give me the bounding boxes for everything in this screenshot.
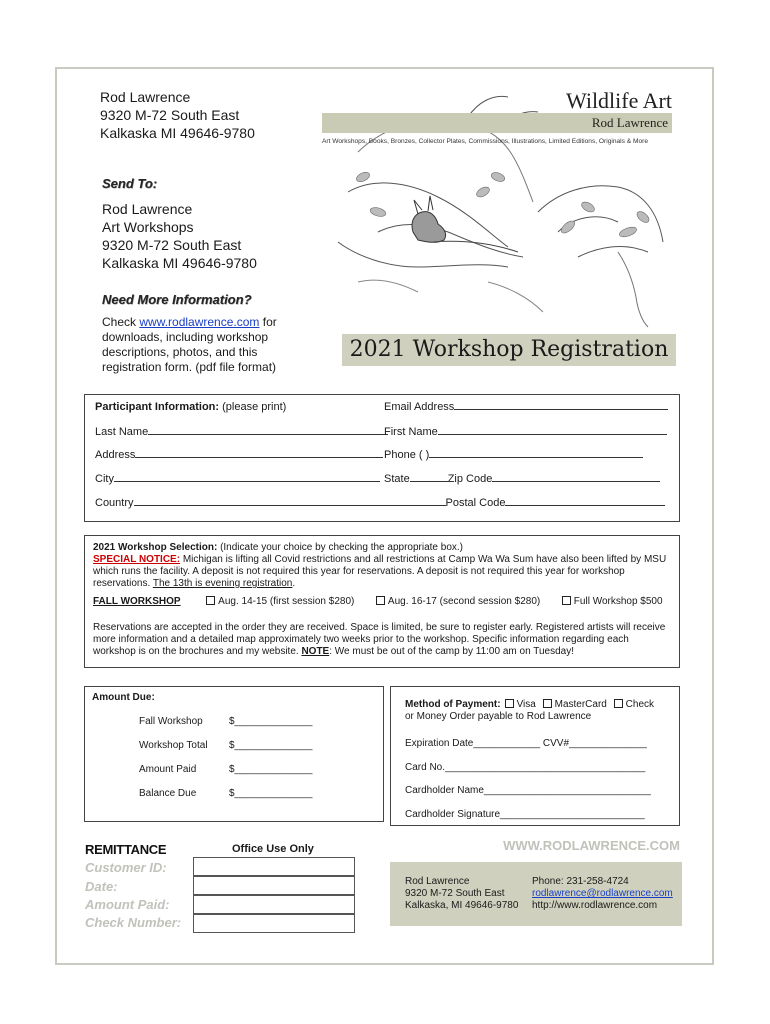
payment-method (405, 699, 677, 723)
info-text (102, 315, 298, 375)
note-text: : We must be out of the camp by 11:00 am on Tuesday! (329, 646, 574, 657)
customer-id-field[interactable] (193, 857, 355, 876)
selection-text (93, 542, 673, 590)
reservations-body: Reservations are accepted in the order they are received. Space is limited, be sure to register early. Registered artists will receive more information and a detailed map approximately two weeks prior to the workshop. Specific information regarding each workshop is on the brochures and my website. (93, 622, 666, 657)
payment-heading: Method of Payment: (405, 699, 501, 710)
check-number-label: Check Number: (85, 915, 182, 930)
first-name-field[interactable] (438, 425, 667, 435)
visa-checkbox[interactable] (505, 699, 514, 708)
special-notice-label: SPECIAL NOTICE: (93, 554, 181, 565)
amount-paid-field[interactable] (193, 895, 355, 914)
send-to-city: Kalkaska MI 49646-9780 (102, 255, 257, 271)
amount-field[interactable]: $______________ (229, 764, 313, 775)
country-field[interactable] (134, 496, 446, 506)
amount-paid-label: Amount Paid: (85, 897, 170, 912)
amount-field[interactable]: $______________ (229, 716, 313, 727)
info-heading: Need More Information? (102, 292, 252, 307)
option1-checkbox[interactable] (206, 596, 215, 605)
amount-label: Fall Workshop (139, 716, 203, 727)
first-name-label: First Name (384, 426, 438, 438)
amount-due-box (84, 686, 384, 822)
footer-url[interactable]: http://www.rodlawrence.com (532, 900, 658, 911)
evening-registration: The 13th is evening registration (152, 578, 293, 589)
send-to-dept: Art Workshops (102, 219, 194, 235)
option2-label: Aug. 16-17 (second session $280) (387, 596, 541, 607)
last-name-field[interactable] (148, 425, 388, 435)
amount-due-heading: Amount Due: (92, 692, 155, 703)
option1-label: Aug. 14-15 (first session $280) (218, 596, 355, 607)
fall-workshop-label: FALL WORKSHOP (93, 596, 181, 607)
address-field[interactable] (135, 448, 383, 458)
check-checkbox[interactable] (614, 699, 623, 708)
participant-heading-rest: (please print) (219, 401, 287, 413)
customer-id-label: Customer ID: (85, 860, 167, 875)
sender-street: 9320 M-72 South East (100, 107, 240, 123)
option3-label: Full Workshop $500 (573, 596, 663, 607)
phone-row (384, 448, 643, 462)
footer-phone: Phone: 231-258-4724 (532, 876, 629, 887)
visa-label: Visa (516, 699, 536, 710)
date-label: Date: (85, 879, 118, 894)
amount-row-paid (139, 764, 312, 776)
send-to-name: Rod Lawrence (102, 201, 193, 217)
phone-field[interactable] (429, 448, 643, 458)
address-label: Address (95, 449, 136, 461)
country-row (95, 496, 665, 510)
footer-address (405, 876, 518, 912)
postal-label: Postal Code (445, 497, 506, 509)
send-to-address (102, 200, 257, 272)
footer-contacts (532, 876, 673, 912)
footer-name: Rod Lawrence (405, 876, 470, 887)
footer-street: 9320 M-72 South East (405, 888, 505, 899)
zip-label: Zip Code (447, 473, 493, 485)
office-use-label: Office Use Only (232, 843, 314, 855)
option2-checkbox[interactable] (376, 596, 385, 605)
participant-heading (95, 400, 286, 414)
logo-tagline: Art Workshops, Books, Bronzes, Collector Plates, Commissions, Illustrations, Limited Editions, Originals & More (322, 138, 649, 145)
logo-title: Wildlife Art (565, 88, 672, 113)
amount-row-fall (139, 716, 312, 728)
email-field[interactable] (454, 400, 668, 410)
selection-heading-bold: 2021 Workshop Selection: (93, 542, 218, 553)
check-number-field[interactable] (193, 914, 355, 933)
mastercard-label: MasterCard (554, 699, 607, 710)
participant-heading-bold: Participant Information: (95, 401, 220, 413)
footer-website: WWW.RODLAWRENCE.COM (503, 838, 680, 853)
note-label: NOTE (301, 646, 330, 657)
sender-city: Kalkaska MI 49646-9780 (100, 125, 255, 141)
postal-field[interactable] (505, 496, 665, 506)
date-field[interactable] (193, 876, 355, 895)
sender-name: Rod Lawrence (100, 89, 191, 105)
cardholder-signature-field[interactable]: Cardholder Signature__________________________ (405, 809, 645, 820)
email-row (384, 400, 664, 414)
registration-banner: 2021 Workshop Registration (342, 334, 676, 366)
email-label: Email Address (384, 401, 455, 413)
last-name-label: Last Name (95, 426, 149, 438)
evening-end: . (292, 578, 296, 589)
phone-label: Phone ( ) (384, 449, 430, 461)
amount-label: Balance Due (139, 788, 197, 799)
logo-subtitle: Rod Lawrence (591, 115, 668, 130)
zip-field[interactable] (492, 472, 660, 482)
amount-field[interactable]: $______________ (229, 740, 313, 751)
state-field[interactable] (410, 472, 448, 482)
special-notice-text: Michigan is lifting all Covid restrictions and all restrictions at Camp Wa Wa Sum have also been lifted by MSU which runs the facility. A deposit is not required this year for reservations. A deposit is not required this year for workshop reservations. (93, 554, 667, 589)
city-field[interactable] (114, 472, 380, 482)
sender-address (100, 88, 255, 142)
city-row (95, 472, 380, 486)
selection-heading-rest: (Indicate your choice by checking the appropriate box.) (217, 542, 463, 553)
amount-row-total (139, 740, 312, 752)
money-order-label: or Money Order payable to Rod Lawrence (405, 711, 592, 722)
amount-row-balance (139, 788, 312, 800)
footer-city: Kalkaska, MI 49646-9780 (405, 900, 519, 911)
option3-checkbox[interactable] (562, 596, 571, 605)
amount-field[interactable]: $______________ (229, 788, 313, 799)
website-link[interactable]: www.rodlawrence.com (139, 315, 260, 329)
last-name-row (95, 425, 388, 439)
amount-label: Workshop Total (139, 740, 208, 751)
send-to-heading: Send To: (102, 176, 158, 191)
city-label: City (95, 473, 114, 485)
first-name-row (384, 425, 667, 439)
check-label: Check (625, 699, 655, 710)
mastercard-checkbox[interactable] (543, 699, 552, 708)
remittance-heading: REMITTANCE (85, 842, 167, 857)
expiration-cvv-field[interactable]: Expiration Date____________ CVV#______________ (405, 738, 647, 749)
workshop-options (93, 596, 673, 608)
reservations-text (93, 622, 673, 658)
amount-label: Amount Paid (139, 764, 197, 775)
state-label: State (384, 473, 410, 485)
footer-email-link[interactable]: rodlawrence@rodlawrence.com (532, 888, 673, 899)
country-label: Country (95, 497, 134, 509)
info-post: for downloads, including workshop descriptions, photos, and this registration form. (pdf file format) (102, 315, 277, 374)
send-to-street: 9320 M-72 South East (102, 237, 242, 253)
state-zip-row (384, 472, 660, 486)
card-number-field[interactable]: Card No.____________________________________ (405, 762, 646, 773)
info-pre: Check (102, 315, 140, 329)
cardholder-name-field[interactable]: Cardholder Name______________________________ (405, 785, 651, 796)
address-row (95, 448, 383, 462)
